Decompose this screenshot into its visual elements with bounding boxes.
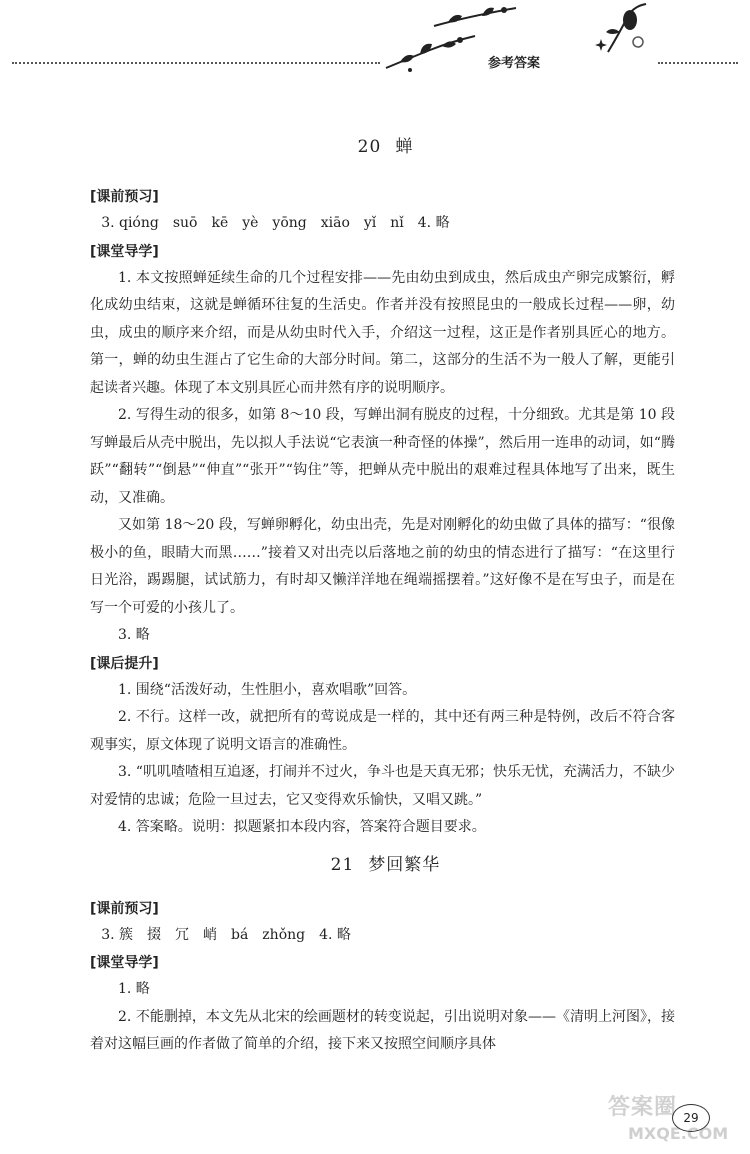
answer-content — [90, 132, 675, 1059]
chapter-20-heading — [90, 132, 675, 157]
after-answer-20-1: 1. 围绕“活泼好动，生性胆小，喜欢唱歌”回答。 — [118, 681, 417, 698]
watermark-logo: 答案圈 — [608, 1095, 678, 1120]
star-icon — [594, 38, 608, 52]
chapter-21-heading — [90, 850, 675, 875]
page-number: 29 — [672, 1104, 710, 1132]
section-class-20: [课堂导学] — [90, 243, 159, 260]
section-preview-20: [课前预习] — [90, 189, 159, 205]
class-answer-21-2: 2. 不能删掉，本文先从北宋的绘画题材的转变说起，引出说明对象——《清明上河图》，接着对这幅巨画的作者做了简单的介绍，接下来又按照空间顺序具体 — [90, 1008, 675, 1052]
after-answer-20-2: 2. 不行。这样一改，就把所有的莺说成是一样的，其中还有两三种是特例，改后不符合客观事实，原文体现了说明文语言的准确性。 — [90, 709, 675, 753]
section-after-20: [课后提升] — [90, 655, 159, 672]
chapter-20-number: 20 — [357, 137, 382, 157]
flower-branch-icon — [380, 28, 480, 78]
section-preview-21: [课前预习] — [90, 900, 159, 917]
class-answer-20-2b: 又如第 18～20 段，写蝉卵孵化，幼虫出壳，先是对刚孵化的幼虫做了具体的描写：“很像极小的鱼，眼睛大而黑……”接着又对出壳以后落地之前的幼虫的情态进行了描写：“在这里行日光浴，踢踢腿，试试筋力，有时却又懒洋洋地在绳端摇摆着。”这好像不是在写虫子，而是在写一个可爱的小孩儿了。 — [90, 517, 675, 616]
section-class-21: [课堂导学] — [90, 955, 159, 971]
watermark-url: MXQE.COM — [628, 1124, 729, 1143]
chapter-20-title: 蝉 — [395, 137, 414, 157]
flower-branch-icon — [430, 2, 520, 32]
header-dotted-line-right — [658, 62, 738, 64]
header-title: 参考答案 — [488, 56, 541, 71]
chapter-21-number: 21 — [330, 854, 355, 875]
preview-answer-20: 3. qióng suō kē yè yōng xiāo yǐ nǐ 4. 略 — [101, 215, 450, 231]
after-answer-20-3: 3. “叽叽喳喳相互追逐，打闹并不过火，争斗也是天真无邪；快乐无忧，充满活力，不缺少对爱情的忠诚；危险一旦过去，它又变得欢乐愉快，又唱又跳。” — [90, 764, 675, 808]
class-answer-20-3: 3. 略 — [118, 627, 150, 643]
chapter-21-title: 梦回繁华 — [368, 854, 441, 875]
class-answer-21-1: 1. 略 — [118, 981, 150, 997]
after-answer-20-4: 4. 答案略。说明：拟题紧扣本段内容，答案符合题目要求。 — [118, 819, 486, 835]
preview-answer-21: 3. 簇 掇 冗 峭 bá zhǒng 4. 略 — [101, 926, 351, 943]
class-answer-20-1: 1. 本文按照蝉延续生命的几个过程安排——先由幼虫到成虫，然后成虫产卵完成繁衍，孵化成幼虫结束，这就是蝉循环往复的生活史。作者并没有按照昆虫的一般成长过程——卵，幼虫，成虫的顺序来介绍，而是从幼虫时代入手，介绍这一过程，这正是作者别具匠心的地方。第一，蝉的幼虫生涯占了它生命的大部分时间。第二，这部分的生活不为一般人了解，更能引起读者兴趣。体现了本文别具匠心而井然有序的说明顺序。 — [90, 269, 675, 396]
class-answer-20-2: 2. 写得生动的很多，如第 8～10 段，写蝉出洞有脱皮的过程，十分细致。尤其是第 10 段写蝉最后从壳中脱出，先以拟人手法说“它表演一种奇怪的体操”，然后用一连串的动词，如“腾跃”“翻转”“倒悬”“伸直”“张开”“钩住”等，把蝉从壳中脱出的艰难过程具体地写了出来，既生动，又准确。 — [90, 407, 675, 506]
header-dotted-line-left — [12, 62, 380, 64]
